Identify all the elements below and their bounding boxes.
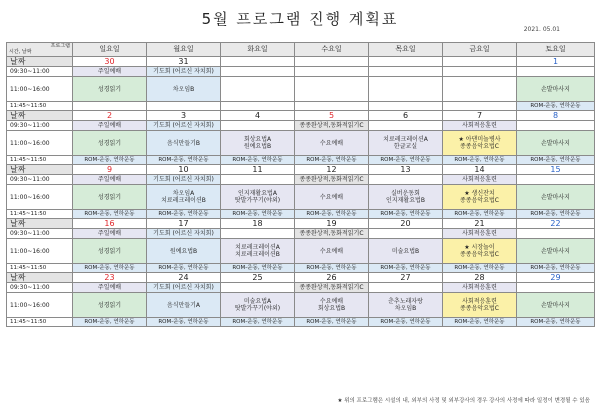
program-name: 원예요법B bbox=[243, 143, 272, 150]
program-name: 손발마사지 bbox=[541, 85, 570, 93]
main-cell-wed bbox=[295, 239, 369, 264]
main-cell-sat bbox=[517, 185, 595, 210]
exercise-cell-mon: ROM-운동, 연하운동 bbox=[147, 210, 221, 219]
exercise-cell-thu: ROM-운동, 연하운동 bbox=[369, 156, 443, 165]
morning-cell-mon: 기도회 (어르신 자치회) bbox=[147, 175, 221, 185]
date-cell-sat: 22 bbox=[517, 219, 595, 229]
program-name: 성경읽기 bbox=[97, 247, 122, 255]
date-cell-mon: 17 bbox=[147, 219, 221, 229]
week-1-morning-row bbox=[7, 67, 595, 77]
row-label-time-0930: 09:30~11:00 bbox=[7, 121, 73, 131]
main-cell-sun bbox=[73, 185, 147, 210]
exercise-cell-thu bbox=[369, 102, 443, 111]
program-name: 회상요법A bbox=[243, 136, 272, 143]
main-cell-tue bbox=[221, 239, 295, 264]
date-cell-wed: 26 bbox=[295, 273, 369, 283]
exercise-cell-sun: ROM-운동, 연하운동 bbox=[73, 264, 147, 273]
program-name: 인지재활요법A bbox=[238, 190, 277, 197]
row-label-time-1100: 11:00~16:00 bbox=[7, 239, 73, 264]
exercise-cell-tue: ROM-운동, 연하운동 bbox=[221, 156, 295, 165]
week-4-morning-row bbox=[7, 229, 595, 239]
date-cell-wed: 5 bbox=[295, 111, 369, 121]
exercise-cell-tue: ROM-운동, 연하운동 bbox=[221, 210, 295, 219]
morning-cell-sat bbox=[517, 121, 595, 131]
program-name: 수요예배 bbox=[319, 247, 344, 255]
exercise-cell-fri bbox=[443, 102, 517, 111]
program-name: 수요예배 bbox=[319, 298, 344, 305]
main-cell-sun bbox=[73, 293, 147, 318]
exercise-cell-sun: ROM-운동, 연하운동 bbox=[73, 156, 147, 165]
program-name: ★ 시장놀이 bbox=[464, 244, 495, 251]
exercise-cell-thu: ROM-운동, 연하운동 bbox=[369, 264, 443, 273]
corner-time-date-label: 시간, 날짜 bbox=[9, 49, 32, 55]
morning-cell-wed: 종종완상적,동화적읽기C bbox=[295, 175, 369, 185]
date-cell-sun: 9 bbox=[73, 165, 147, 175]
program-name: ★ 아댄미놀병사 bbox=[458, 136, 501, 143]
program-name: 탓발가꾸기(야외) bbox=[234, 197, 281, 204]
morning-cell-mon: 기도회 (어르신 자치회) bbox=[147, 283, 221, 293]
main-cell-mon bbox=[147, 131, 221, 156]
row-label-date: 날짜 bbox=[7, 165, 73, 175]
date-cell-fri: 7 bbox=[443, 111, 517, 121]
morning-cell-tue bbox=[221, 67, 295, 77]
morning-cell-sat bbox=[517, 229, 595, 239]
morning-cell-fri: 사회적응훈련 bbox=[443, 175, 517, 185]
program-name: 종종음악요법C bbox=[460, 197, 499, 204]
program-name: 미술요법A bbox=[243, 298, 272, 305]
footnote: ★ 위의 프로그램은 시설의 내, 외부의 사정 및 외부강사의 경우 강사의 사정에 따라 일정이 변경될 수 있음 bbox=[337, 398, 590, 404]
exercise-cell-fri: ROM-운동, 연하운동 bbox=[443, 318, 517, 327]
morning-cell-thu bbox=[369, 121, 443, 131]
main-cell-thu bbox=[369, 131, 443, 156]
main-cell-tue bbox=[221, 77, 295, 102]
morning-cell-fri bbox=[443, 67, 517, 77]
schedule-body bbox=[7, 57, 595, 327]
program-name: 음식만들기A bbox=[166, 301, 201, 309]
program-name: 종종음악요법C bbox=[460, 305, 499, 312]
week-3-date-row bbox=[7, 165, 595, 175]
program-name: 손발마사지 bbox=[541, 193, 570, 201]
morning-cell-tue bbox=[221, 121, 295, 131]
main-cell-sat bbox=[517, 293, 595, 318]
date-cell-sun: 2 bbox=[73, 111, 147, 121]
exercise-cell-wed: ROM-운동, 연하운동 bbox=[295, 210, 369, 219]
main-cell-wed bbox=[295, 185, 369, 210]
date-cell-tue: 18 bbox=[221, 219, 295, 229]
page-title: 5월 프로그램 진행 계획표 bbox=[201, 10, 399, 28]
main-cell-sun bbox=[73, 131, 147, 156]
row-label-date: 날짜 bbox=[7, 111, 73, 121]
row-label-date: 날짜 bbox=[7, 219, 73, 229]
date-cell-sat: 29 bbox=[517, 273, 595, 283]
exercise-cell-sat: ROM-운동, 연하운동 bbox=[517, 102, 595, 111]
date-cell-fri: 14 bbox=[443, 165, 517, 175]
program-name: 손발마사지 bbox=[541, 247, 570, 255]
date-cell-sun: 30 bbox=[73, 57, 147, 67]
morning-cell-sat bbox=[517, 283, 595, 293]
row-label-time-1100: 11:00~16:00 bbox=[7, 185, 73, 210]
program-name: 성경읽기 bbox=[97, 301, 122, 309]
program-name: 종종음악요법C bbox=[460, 251, 499, 258]
date-cell-thu: 27 bbox=[369, 273, 443, 283]
week-5-main-row bbox=[7, 293, 595, 318]
exercise-cell-sun bbox=[73, 102, 147, 111]
row-label-time-1145: 11:45~11:50 bbox=[7, 318, 73, 327]
row-label-date: 날짜 bbox=[7, 57, 73, 67]
week-5-exercise-row bbox=[7, 318, 595, 327]
main-cell-tue bbox=[221, 293, 295, 318]
date-cell-mon: 10 bbox=[147, 165, 221, 175]
day-header-wed: 수요일 bbox=[295, 43, 369, 57]
main-cell-wed bbox=[295, 293, 369, 318]
exercise-cell-wed: ROM-운동, 연하운동 bbox=[295, 156, 369, 165]
program-name: ★ 생신잔치 bbox=[464, 190, 495, 197]
exercise-cell-sun: ROM-운동, 연하운동 bbox=[73, 318, 147, 327]
week-3-morning-row bbox=[7, 175, 595, 185]
morning-cell-thu bbox=[369, 283, 443, 293]
day-header-sat: 토요일 bbox=[517, 43, 595, 57]
date-cell-wed: 12 bbox=[295, 165, 369, 175]
morning-cell-tue bbox=[221, 283, 295, 293]
main-cell-thu bbox=[369, 293, 443, 318]
morning-cell-mon: 기도회 (어르신 자치회) bbox=[147, 67, 221, 77]
program-name: 원예요법B bbox=[169, 247, 198, 255]
morning-cell-fri: 사회적응훈련 bbox=[443, 121, 517, 131]
schedule-table bbox=[6, 42, 595, 327]
row-label-time-0930: 09:30~11:00 bbox=[7, 229, 73, 239]
date-cell-thu: 13 bbox=[369, 165, 443, 175]
week-2-date-row bbox=[7, 111, 595, 121]
exercise-cell-mon bbox=[147, 102, 221, 111]
program-name: 음식만들기B bbox=[166, 139, 201, 147]
week-1-date-row bbox=[7, 57, 595, 67]
date-cell-fri bbox=[443, 57, 517, 67]
program-name: 수요예배 bbox=[319, 139, 344, 147]
main-cell-fri bbox=[443, 239, 517, 264]
morning-cell-thu bbox=[369, 67, 443, 77]
morning-cell-mon: 기도회 (어르신 자치회) bbox=[147, 229, 221, 239]
date-cell-fri: 21 bbox=[443, 219, 517, 229]
morning-cell-sat bbox=[517, 175, 595, 185]
exercise-cell-mon: ROM-운동, 연하운동 bbox=[147, 156, 221, 165]
row-label-time-1145: 11:45~11:50 bbox=[7, 102, 73, 111]
row-label-time-1100: 11:00~16:00 bbox=[7, 293, 73, 318]
program-name: 차오임B bbox=[172, 85, 195, 93]
exercise-cell-wed: ROM-운동, 연하운동 bbox=[295, 318, 369, 327]
row-label-time-0930: 09:30~11:00 bbox=[7, 175, 73, 185]
morning-cell-wed bbox=[295, 67, 369, 77]
program-name: 치료레크레이션B bbox=[161, 197, 206, 204]
exercise-cell-mon: ROM-운동, 연하운동 bbox=[147, 264, 221, 273]
date-cell-sat: 15 bbox=[517, 165, 595, 175]
date-cell-wed bbox=[295, 57, 369, 67]
program-name: 치료레크레이션B bbox=[235, 251, 280, 258]
morning-cell-thu bbox=[369, 175, 443, 185]
header-corner bbox=[7, 43, 73, 57]
morning-cell-sun: 주일예배 bbox=[73, 67, 147, 77]
date-cell-mon: 31 bbox=[147, 57, 221, 67]
row-label-time-0930: 09:30~11:00 bbox=[7, 283, 73, 293]
week-3-exercise-row bbox=[7, 210, 595, 219]
program-name: 성경읽기 bbox=[97, 139, 122, 147]
exercise-cell-fri: ROM-운동, 연하운동 bbox=[443, 264, 517, 273]
morning-cell-thu bbox=[369, 229, 443, 239]
main-cell-sun bbox=[73, 77, 147, 102]
program-name: 성경읽기 bbox=[97, 193, 122, 201]
main-cell-sat bbox=[517, 239, 595, 264]
main-cell-thu bbox=[369, 185, 443, 210]
date-cell-tue: 11 bbox=[221, 165, 295, 175]
week-4-exercise-row bbox=[7, 264, 595, 273]
program-name: 치료레크레이션A bbox=[235, 244, 280, 251]
morning-cell-wed: 종종완상적,동화적읽기C bbox=[295, 229, 369, 239]
date-cell-thu: 6 bbox=[369, 111, 443, 121]
program-name: 손발마사지 bbox=[541, 301, 570, 309]
exercise-cell-thu: ROM-운동, 연하운동 bbox=[369, 318, 443, 327]
main-cell-tue bbox=[221, 131, 295, 156]
program-name: 탓발가꾸기(야외) bbox=[234, 305, 281, 312]
week-5-date-row bbox=[7, 273, 595, 283]
week-3-main-row bbox=[7, 185, 595, 210]
program-name: 실버운동회 bbox=[391, 190, 420, 197]
week-2-morning-row bbox=[7, 121, 595, 131]
date-cell-sat: 1 bbox=[517, 57, 595, 67]
morning-cell-wed: 종종완상적,동화적읽기C bbox=[295, 121, 369, 131]
row-label-time-1100: 11:00~16:00 bbox=[7, 77, 73, 102]
date-cell-tue: 4 bbox=[221, 111, 295, 121]
date-cell-mon: 24 bbox=[147, 273, 221, 283]
program-name: 종종음악요법C bbox=[460, 143, 499, 150]
program-name: 성경읽기 bbox=[97, 85, 122, 93]
morning-cell-wed: 종종완상적,동화적읽기C bbox=[295, 283, 369, 293]
exercise-cell-sat: ROM-운동, 연하운동 bbox=[517, 210, 595, 219]
exercise-cell-fri: ROM-운동, 연하운동 bbox=[443, 156, 517, 165]
program-name: 회상요법B bbox=[317, 305, 346, 312]
main-cell-thu bbox=[369, 239, 443, 264]
exercise-cell-tue: ROM-운동, 연하운동 bbox=[221, 318, 295, 327]
main-cell-sat bbox=[517, 131, 595, 156]
week-4-main-row bbox=[7, 239, 595, 264]
date-cell-thu bbox=[369, 57, 443, 67]
main-cell-wed bbox=[295, 77, 369, 102]
week-4-date-row bbox=[7, 219, 595, 229]
date-cell-tue bbox=[221, 57, 295, 67]
program-name: 사회적응훈련 bbox=[462, 298, 497, 305]
morning-cell-sun: 주일예배 bbox=[73, 229, 147, 239]
exercise-cell-tue bbox=[221, 102, 295, 111]
morning-cell-fri: 사회적응훈련 bbox=[443, 283, 517, 293]
date-cell-sun: 23 bbox=[73, 273, 147, 283]
day-header-sun: 일요일 bbox=[73, 43, 147, 57]
week-5-morning-row bbox=[7, 283, 595, 293]
morning-cell-tue bbox=[221, 229, 295, 239]
morning-cell-sun: 주일예배 bbox=[73, 121, 147, 131]
program-name: 수요예배 bbox=[319, 193, 344, 201]
issue-date: 2021. 05.01 bbox=[523, 26, 560, 33]
corner-program-label: 프로그램 bbox=[50, 43, 70, 49]
exercise-cell-thu: ROM-운동, 연하운동 bbox=[369, 210, 443, 219]
day-header-thu: 목요일 bbox=[369, 43, 443, 57]
morning-cell-mon: 기도회 (어르신 자치회) bbox=[147, 121, 221, 131]
exercise-cell-wed bbox=[295, 102, 369, 111]
day-header-fri: 금요일 bbox=[443, 43, 517, 57]
main-cell-sat bbox=[517, 77, 595, 102]
program-name: 미술요법B bbox=[391, 247, 420, 255]
morning-cell-sun: 주일예배 bbox=[73, 283, 147, 293]
main-cell-mon bbox=[147, 239, 221, 264]
program-name: 인지재활요법B bbox=[386, 197, 425, 204]
date-cell-sun: 16 bbox=[73, 219, 147, 229]
date-cell-sat: 8 bbox=[517, 111, 595, 121]
main-cell-mon bbox=[147, 293, 221, 318]
week-2-main-row bbox=[7, 131, 595, 156]
morning-cell-tue bbox=[221, 175, 295, 185]
main-cell-sun bbox=[73, 239, 147, 264]
week-1-main-row bbox=[7, 77, 595, 102]
exercise-cell-sun: ROM-운동, 연하운동 bbox=[73, 210, 147, 219]
row-label-time-1145: 11:45~11:50 bbox=[7, 264, 73, 273]
exercise-cell-mon: ROM-운동, 연하운동 bbox=[147, 318, 221, 327]
main-cell-fri bbox=[443, 131, 517, 156]
exercise-cell-tue: ROM-운동, 연하운동 bbox=[221, 264, 295, 273]
program-name: 차오임A bbox=[172, 190, 195, 197]
date-cell-tue: 25 bbox=[221, 273, 295, 283]
main-cell-fri bbox=[443, 77, 517, 102]
row-label-time-1100: 11:00~16:00 bbox=[7, 131, 73, 156]
date-cell-wed: 19 bbox=[295, 219, 369, 229]
row-label-time-1145: 11:45~11:50 bbox=[7, 156, 73, 165]
exercise-cell-sat: ROM-운동, 연하운동 bbox=[517, 156, 595, 165]
program-name: 한글교실 bbox=[393, 143, 418, 150]
date-cell-thu: 20 bbox=[369, 219, 443, 229]
row-label-time-1145: 11:45~11:50 bbox=[7, 210, 73, 219]
exercise-cell-fri: ROM-운동, 연하운동 bbox=[443, 210, 517, 219]
row-label-date: 날짜 bbox=[7, 273, 73, 283]
main-cell-fri bbox=[443, 293, 517, 318]
program-name: 춘추노래자랑 bbox=[388, 298, 423, 305]
main-cell-fri bbox=[443, 185, 517, 210]
schedule-table-wrap bbox=[6, 42, 594, 327]
morning-cell-sat bbox=[517, 67, 595, 77]
morning-cell-sun: 주일예배 bbox=[73, 175, 147, 185]
main-cell-mon bbox=[147, 185, 221, 210]
day-header-mon: 월요일 bbox=[147, 43, 221, 57]
main-cell-thu bbox=[369, 77, 443, 102]
morning-cell-fri: 사회적응훈련 bbox=[443, 229, 517, 239]
program-name: 손발마사지 bbox=[541, 139, 570, 147]
main-cell-wed bbox=[295, 131, 369, 156]
exercise-cell-sat: ROM-운동, 연하운동 bbox=[517, 264, 595, 273]
exercise-cell-wed: ROM-운동, 연하운동 bbox=[295, 264, 369, 273]
date-cell-fri: 28 bbox=[443, 273, 517, 283]
program-name: 치료레크레이션A bbox=[383, 136, 428, 143]
main-cell-tue bbox=[221, 185, 295, 210]
main-cell-mon bbox=[147, 77, 221, 102]
program-name: 차오임B bbox=[394, 305, 417, 312]
week-2-exercise-row bbox=[7, 156, 595, 165]
day-header-tue: 화요일 bbox=[221, 43, 295, 57]
week-1-exercise-row bbox=[7, 102, 595, 111]
exercise-cell-sat: ROM-운동, 연하운동 bbox=[517, 318, 595, 327]
date-cell-mon: 3 bbox=[147, 111, 221, 121]
row-label-time-0930: 09:30~11:00 bbox=[7, 67, 73, 77]
